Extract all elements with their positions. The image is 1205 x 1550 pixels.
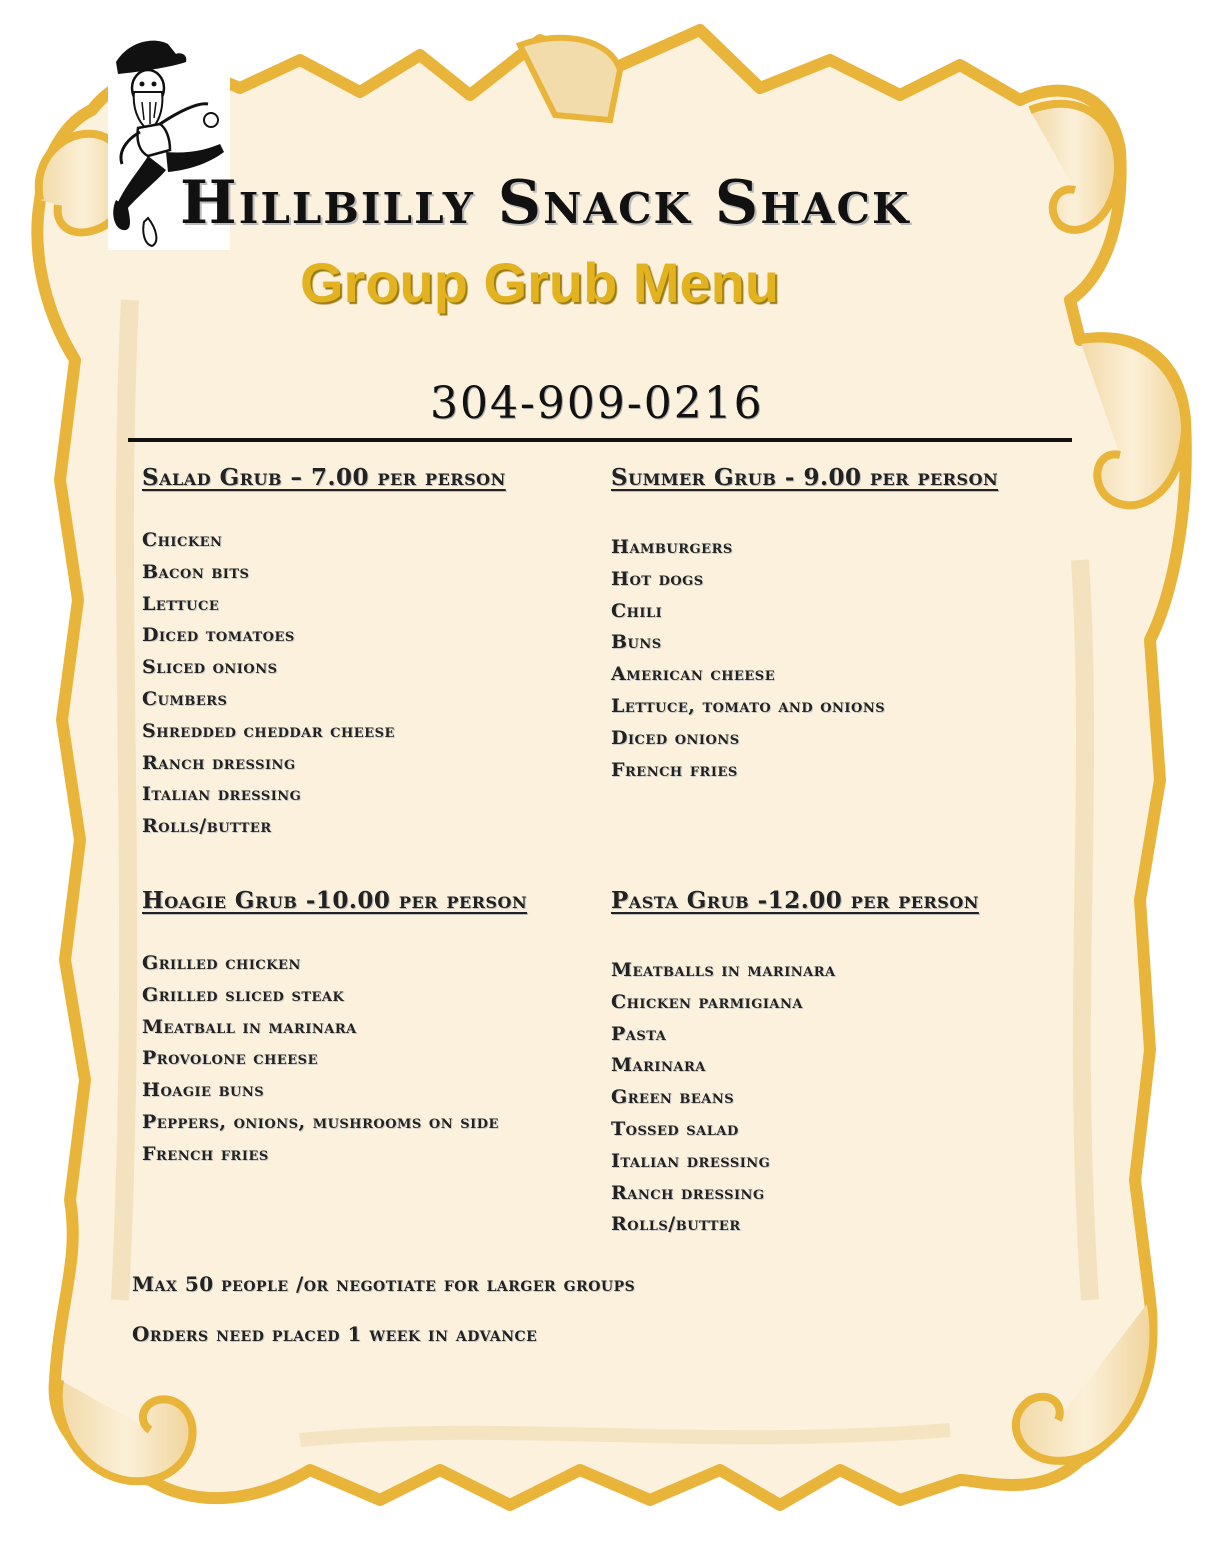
- list-item: French fries: [611, 758, 738, 781]
- pasta-grub-section: [611, 887, 979, 1241]
- list-item: Chicken: [142, 529, 223, 551]
- list-item: Green beans: [611, 1086, 735, 1109]
- list-item: Hamburgers: [611, 536, 733, 558]
- summer-grub-items: [611, 532, 998, 786]
- list-item: Buns: [611, 631, 662, 654]
- advance-order-note: Orders need placed 1 week in advance: [132, 1322, 538, 1346]
- section-title: Salad Grub – 7.00 per person: [142, 464, 506, 491]
- list-item: Grilled sliced steak: [142, 983, 345, 1006]
- section-title: Summer Grub - 9.00 per person: [611, 464, 999, 491]
- max-people-note: Max 50 people /or negotiate for larger groups: [132, 1272, 636, 1296]
- section-title: Pasta Grub -12.00 per person: [611, 887, 979, 914]
- list-item: Hot dogs: [611, 567, 704, 590]
- list-item: Chicken parmigiana: [611, 990, 803, 1013]
- list-item: Peppers, onions, mushrooms on side: [142, 1110, 499, 1133]
- list-item: Marinara: [611, 1054, 706, 1077]
- list-item: Italian dressing: [142, 783, 302, 806]
- list-item: Meatball in marinara: [142, 1015, 357, 1038]
- header-divider: [128, 438, 1072, 442]
- list-item: Lettuce, tomato and onions: [611, 694, 886, 717]
- pasta-grub-items: [611, 955, 979, 1241]
- section-title: Hoagie Grub -10.00 per person: [142, 887, 528, 914]
- list-item: Italian dressing: [611, 1149, 771, 1172]
- list-item: French fries: [142, 1142, 269, 1165]
- phone-number: 304-909-0216: [430, 378, 764, 429]
- list-item: Sliced onions: [142, 656, 278, 679]
- list-item: American cheese: [611, 663, 776, 686]
- list-item: Lettuce: [142, 592, 220, 615]
- hoagie-grub-section: [142, 887, 527, 1171]
- hoagie-grub-items: [142, 948, 527, 1171]
- list-item: Diced tomatoes: [142, 624, 295, 647]
- list-item: Provolone cheese: [142, 1047, 318, 1070]
- list-item: Diced onions: [611, 726, 740, 749]
- list-item: Rolls/butter: [611, 1213, 741, 1236]
- list-item: Shredded cheddar cheese: [142, 719, 395, 742]
- list-item: Hoagie buns: [142, 1079, 265, 1102]
- list-item: Ranch dressing: [611, 1181, 765, 1204]
- salad-grub-section: [142, 464, 506, 843]
- summer-grub-section: [611, 464, 998, 786]
- list-item: Tossed salad: [611, 1117, 739, 1140]
- list-item: Pasta: [611, 1022, 667, 1045]
- menu-subtitle: Group Grub Menu: [300, 251, 780, 314]
- list-item: Meatballs in marinara: [611, 959, 836, 981]
- page-title: Hillbilly Snack Shack: [180, 168, 911, 238]
- list-item: Cumbers: [142, 687, 228, 710]
- list-item: Grilled chicken: [142, 952, 301, 974]
- list-item: Ranch dressing: [142, 751, 296, 774]
- list-item: Bacon bits: [142, 560, 250, 583]
- list-item: Rolls/butter: [142, 815, 272, 838]
- salad-grub-items: [142, 525, 506, 843]
- list-item: Chili: [611, 599, 663, 622]
